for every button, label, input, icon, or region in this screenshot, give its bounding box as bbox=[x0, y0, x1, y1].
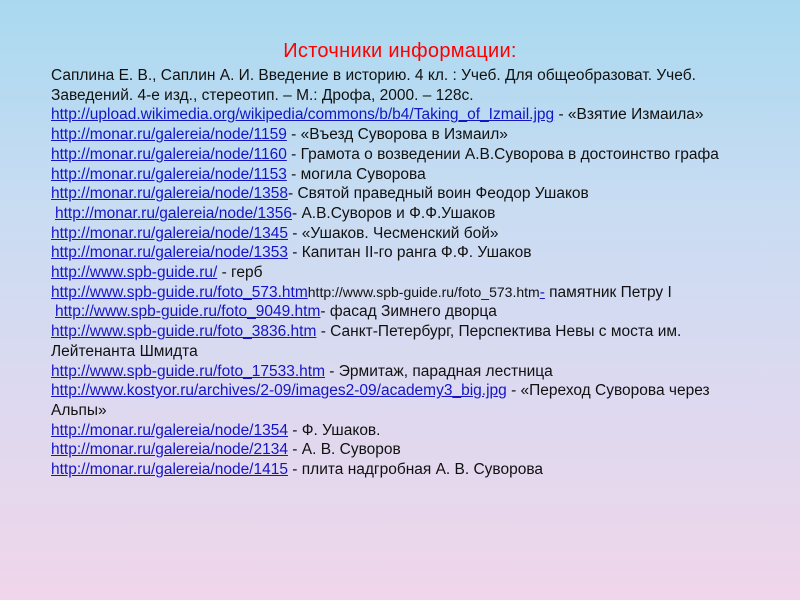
source-desc: - Санкт-Петербург, Перспектива Невы с моста им. Лейтенанта Шмидта bbox=[51, 323, 682, 360]
source-item bbox=[51, 440, 756, 460]
source-desc: - Святой праведный воин Феодор Ушаков bbox=[287, 185, 589, 203]
source-desc: памятник Петру I bbox=[544, 283, 672, 301]
source-desc: - герб bbox=[217, 264, 263, 282]
source-item bbox=[51, 105, 756, 125]
source-item bbox=[51, 460, 756, 480]
source-item bbox=[51, 125, 756, 145]
source-link[interactable]: http://www.kostyor.ru/archives/2-09/images2-09/academy3_big.jpg bbox=[51, 382, 507, 400]
source-desc: - «Переход Суворова через Альпы» bbox=[51, 382, 710, 419]
source-link[interactable]: http://www.spb-guide.ru/ bbox=[51, 264, 218, 282]
source-desc: - плита надгробная А. В. Суворова bbox=[287, 461, 544, 479]
source-desc: - Грамота о возведении А.В.Суворова в достоинство графа bbox=[286, 145, 719, 163]
source-desc: - «Ушаков. Чесменский бой» bbox=[287, 224, 499, 242]
source-item bbox=[51, 204, 756, 224]
source-link[interactable]: http://monar.ru/galereia/node/2134 bbox=[51, 441, 288, 459]
source-link[interactable]: http://www.spb-guide.ru/foto_573.htm bbox=[51, 283, 308, 301]
source-item bbox=[51, 381, 756, 420]
source-item bbox=[51, 283, 756, 303]
source-link[interactable]: http://monar.ru/galereia/node/1159 bbox=[51, 126, 287, 144]
source-desc: - Капитан II-го ранга Ф.Ф. Ушаков bbox=[287, 244, 532, 262]
source-desc: - фасад Зимнего дворца bbox=[320, 303, 497, 321]
source-desc: - могила Суворова bbox=[286, 165, 426, 183]
source-desc: - Эрмитаж, парадная лестница bbox=[325, 362, 553, 380]
source-desc: - «Въезд Суворова в Измаил» bbox=[286, 126, 508, 144]
source-item bbox=[51, 165, 756, 185]
source-desc: - А. В. Суворов bbox=[287, 441, 401, 459]
source-link[interactable]: http://www.spb-guide.ru/foto_3836.htm bbox=[51, 323, 317, 341]
source-item bbox=[51, 145, 756, 165]
source-link[interactable]: http://monar.ru/galereia/node/1160 bbox=[51, 145, 287, 163]
source-desc: - «Взятие Измаила» bbox=[554, 106, 704, 124]
source-link[interactable]: http://monar.ru/galereia/node/1354 bbox=[51, 421, 288, 439]
slide-title: Источники информации: bbox=[283, 40, 517, 62]
source-link[interactable]: http://upload.wikimedia.org/wikipedia/commons/b/b4/Taking_of_Izmail.jpg bbox=[51, 106, 555, 124]
source-link[interactable]: http://www.spb-guide.ru/foto_9049.htm bbox=[55, 303, 321, 321]
source-item bbox=[51, 263, 756, 283]
source-desc: - Ф. Ушаков. bbox=[287, 421, 381, 439]
source-item bbox=[51, 302, 756, 322]
source-link[interactable]: http://monar.ru/galereia/node/1415 bbox=[51, 461, 288, 479]
source-extra-link[interactable]: - bbox=[539, 283, 545, 301]
source-item bbox=[51, 224, 756, 244]
source-desc: - А.В.Суворов и Ф.Ф.Ушаков bbox=[291, 204, 496, 222]
source-link[interactable]: http://monar.ru/galereia/node/1345 bbox=[51, 224, 288, 242]
source-link[interactable]: http://monar.ru/galereia/node/1358 bbox=[51, 185, 288, 203]
sources-list bbox=[51, 66, 756, 480]
book-reference: Саплина Е. В., Саплин А. И. Введение в историю. 4 кл. : Учеб. Для общеобразоват. Учеб. Заведений. 4-е изд., стереотип. – М.: Дрофа, 2000. – 128с. bbox=[51, 67, 696, 104]
source-link[interactable]: http://www.spb-guide.ru/foto_17533.htm bbox=[51, 362, 325, 380]
source-link[interactable]: http://monar.ru/galereia/node/1356 bbox=[55, 204, 292, 222]
source-item bbox=[51, 421, 756, 441]
source-item bbox=[51, 362, 756, 382]
source-link[interactable]: http://monar.ru/galereia/node/1153 bbox=[51, 165, 287, 183]
source-item bbox=[51, 243, 756, 263]
source-link[interactable]: http://monar.ru/galereia/node/1353 bbox=[51, 244, 288, 262]
source-extra: http://www.spb-guide.ru/foto_573.htm bbox=[307, 283, 540, 300]
source-item bbox=[51, 322, 756, 361]
source-item bbox=[51, 184, 756, 204]
